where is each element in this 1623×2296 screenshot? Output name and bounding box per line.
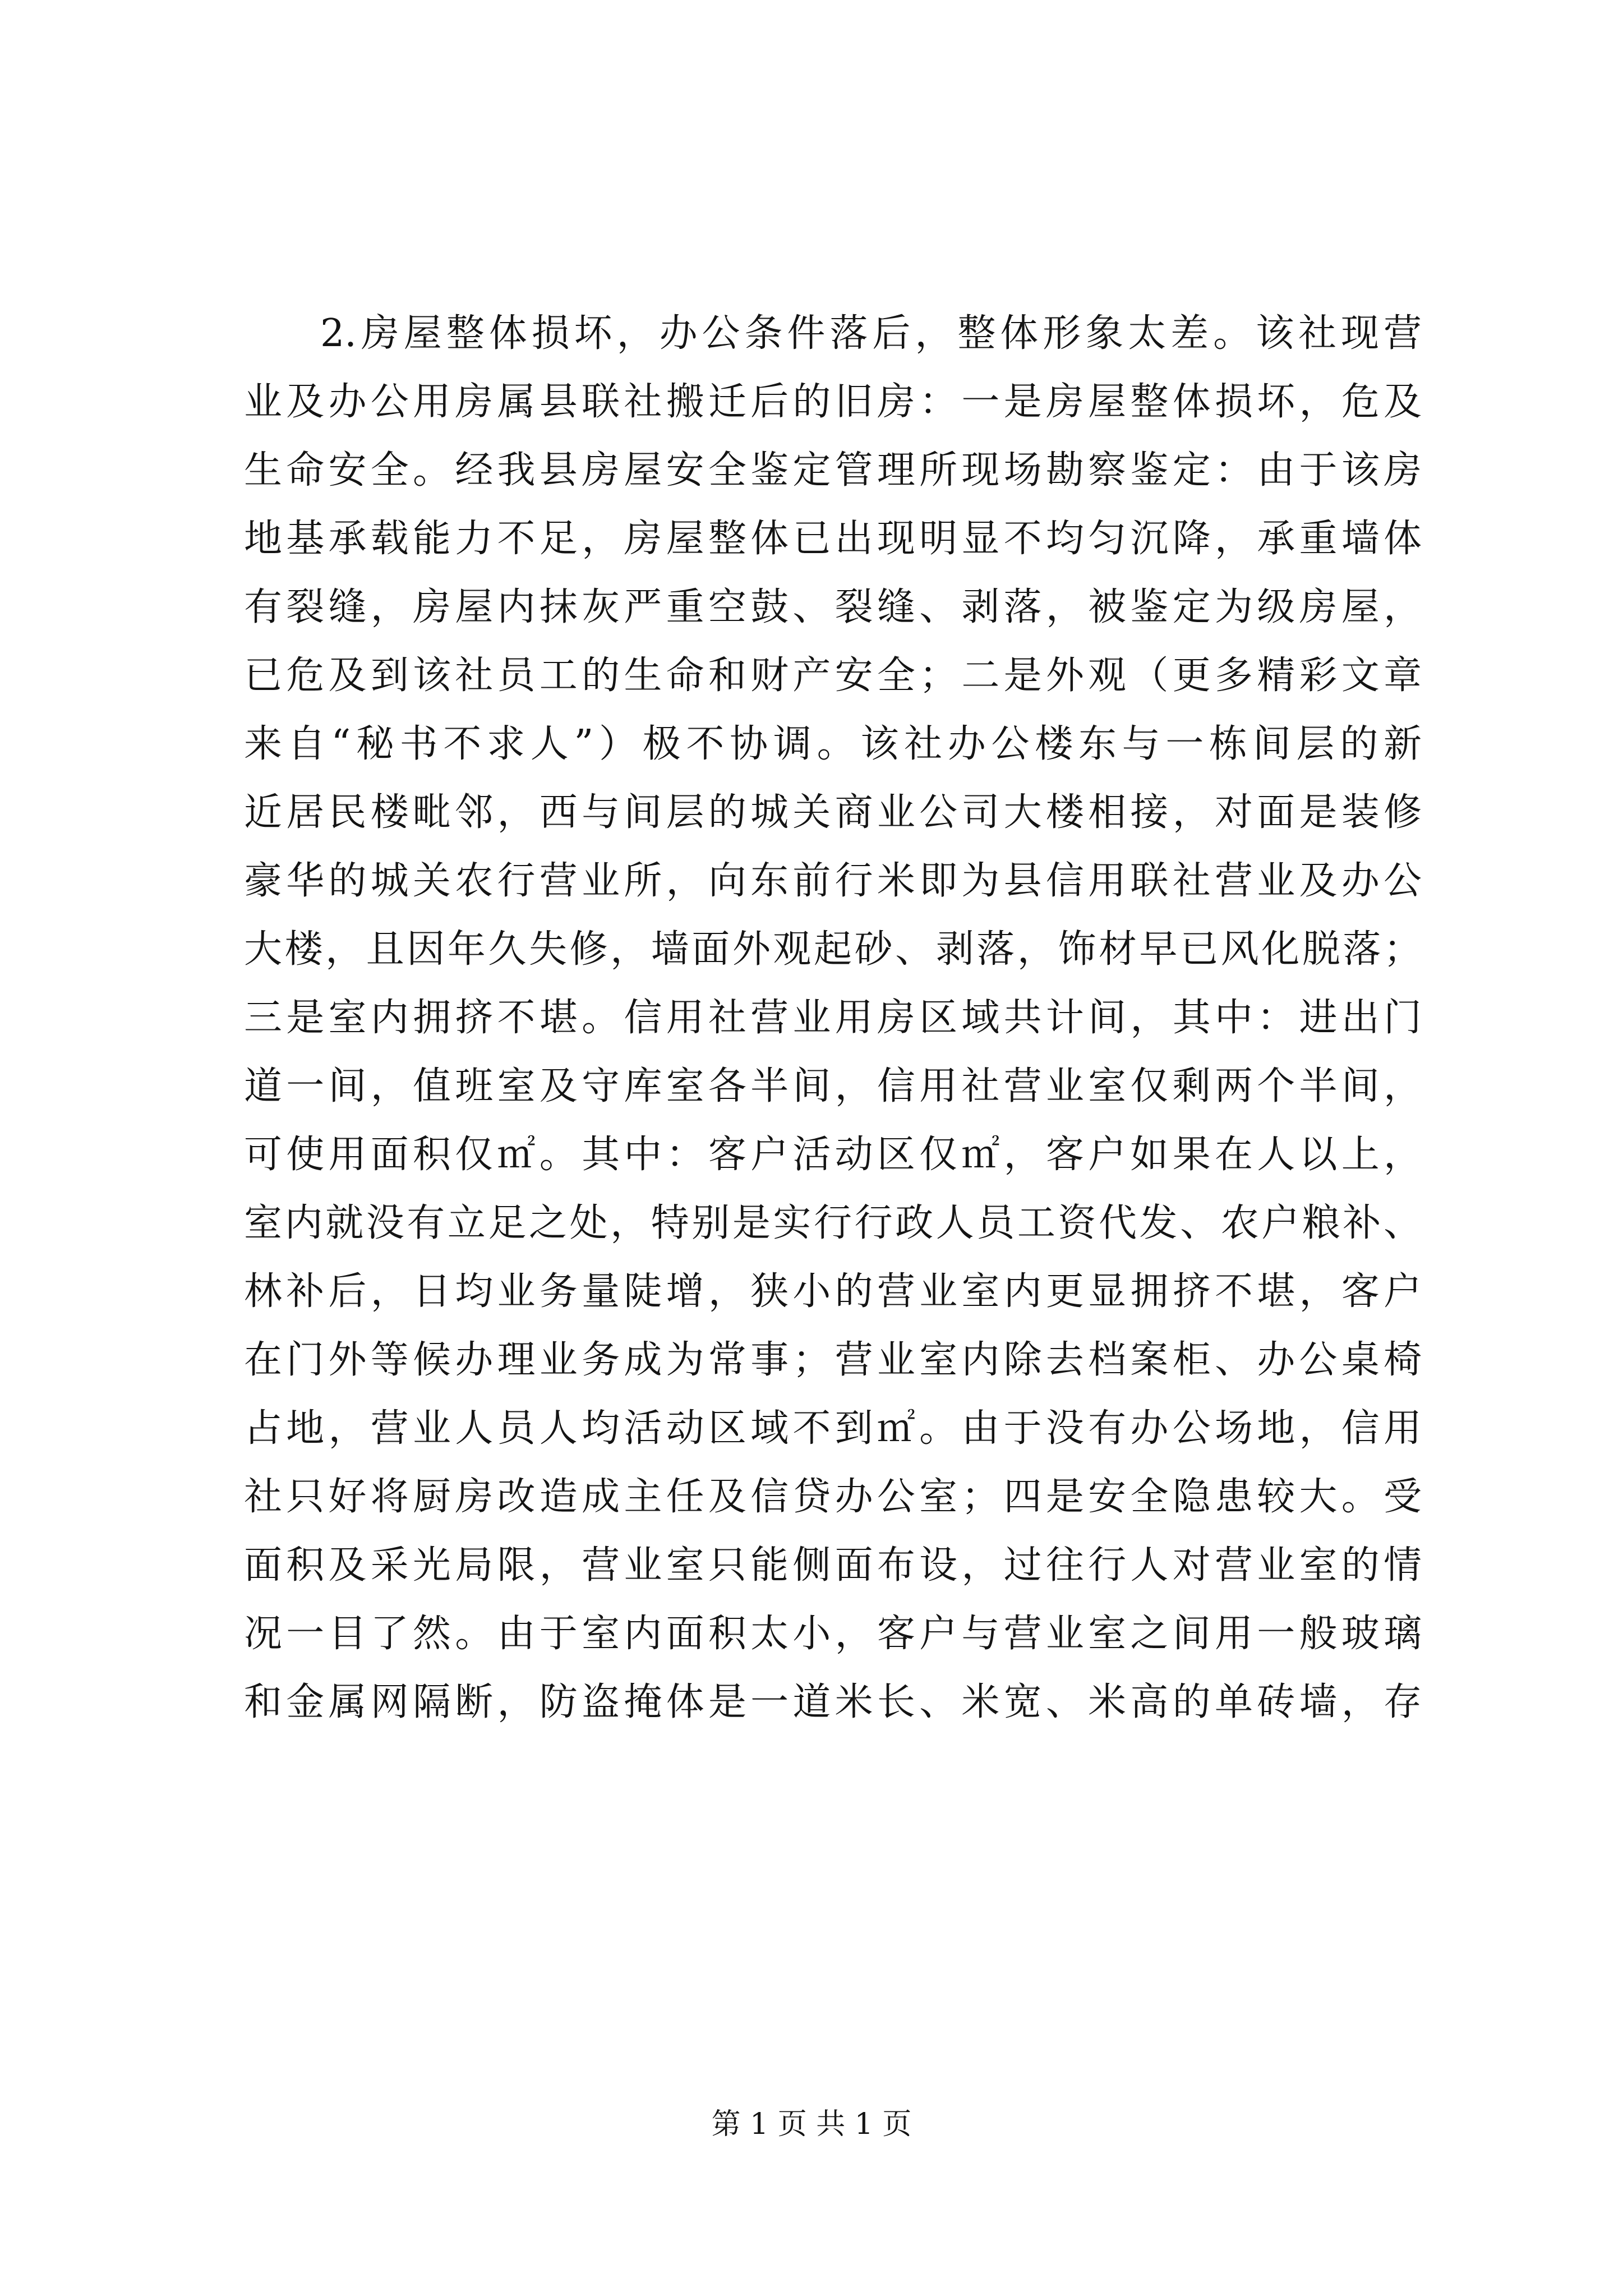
text-line: 已危及到该社员工的生命和财产安全；二是外观（更多精彩文章 (244, 654, 1422, 698)
text-line: 在门外等候办理业务成为常事；营业室内除去档案柜、办公桌椅 (244, 1338, 1422, 1382)
text-line: 豪华的城关农行营业所，向东前行米即为县信用联社营业及办公 (244, 859, 1422, 903)
text-line: 和金属网隔断，防盗掩体是一道米长、米宽、米高的单砖墙，存 (244, 1680, 1422, 1724)
text-line: 面积及采光局限，营业室只能侧面布设，过往行人对营业室的情 (244, 1543, 1422, 1588)
text-line: 来自“秘书不求人”）极不协调。该社办公楼东与一栋间层的新 (244, 722, 1422, 766)
body-paragraph (244, 300, 1422, 1737)
page-footer (0, 2105, 1623, 2144)
text-line: 地基承载能力不足，房屋整体已出现明显不均匀沉降，承重墙体 (244, 517, 1422, 561)
text-line: 生命安全。经我县房屋安全鉴定管理所现场勘察鉴定：由于该房 (244, 448, 1422, 493)
text-line: 占地，营业人员人均活动区域不到㎡。由于没有办公场地，信用 (244, 1406, 1422, 1451)
text-line: 可使用面积仅㎡。其中：客户活动区仅㎡，客户如果在人以上， (244, 1133, 1422, 1177)
text-line: 近居民楼毗邻，西与间层的城关商业公司大楼相接，对面是装修 (244, 790, 1422, 835)
text-line: 道一间，值班室及守库室各半间，信用社营业室仅剩两个半间， (244, 1064, 1422, 1108)
text-line: 业及办公用房属县联社搬迁后的旧房：一是房屋整体损坏，危及 (244, 380, 1422, 424)
text-line: 有裂缝，房屋内抹灰严重空鼓、裂缝、剥落，被鉴定为级房屋， (244, 585, 1422, 629)
text-line: 林补后，日均业务量陡增，狭小的营业室内更显拥挤不堪，客户 (244, 1269, 1422, 1314)
text-line: 大楼，且因年久失修，墙面外观起砂、剥落，饰材早已风化脱落； (244, 927, 1422, 972)
text-line: 社只好将厨房改造成主任及信贷办公室；四是安全隐患较大。受 (244, 1475, 1422, 1519)
text-line: 2.房屋整体损坏，办公条件落后，整体形象太差。该社现营 (320, 311, 1422, 356)
text-line: 三是室内拥挤不堪。信用社营业用房区域共计间，其中：进出门 (244, 996, 1422, 1040)
text-line: 室内就没有立足之处，特别是实行行政人员工资代发、农户粮补、 (244, 1201, 1422, 1245)
page-number: 第 1 页 共 1 页 (711, 2108, 912, 2141)
text-line: 况一目了然。由于室内面积太小，客户与营业室之间用一般玻璃 (244, 1612, 1422, 1656)
